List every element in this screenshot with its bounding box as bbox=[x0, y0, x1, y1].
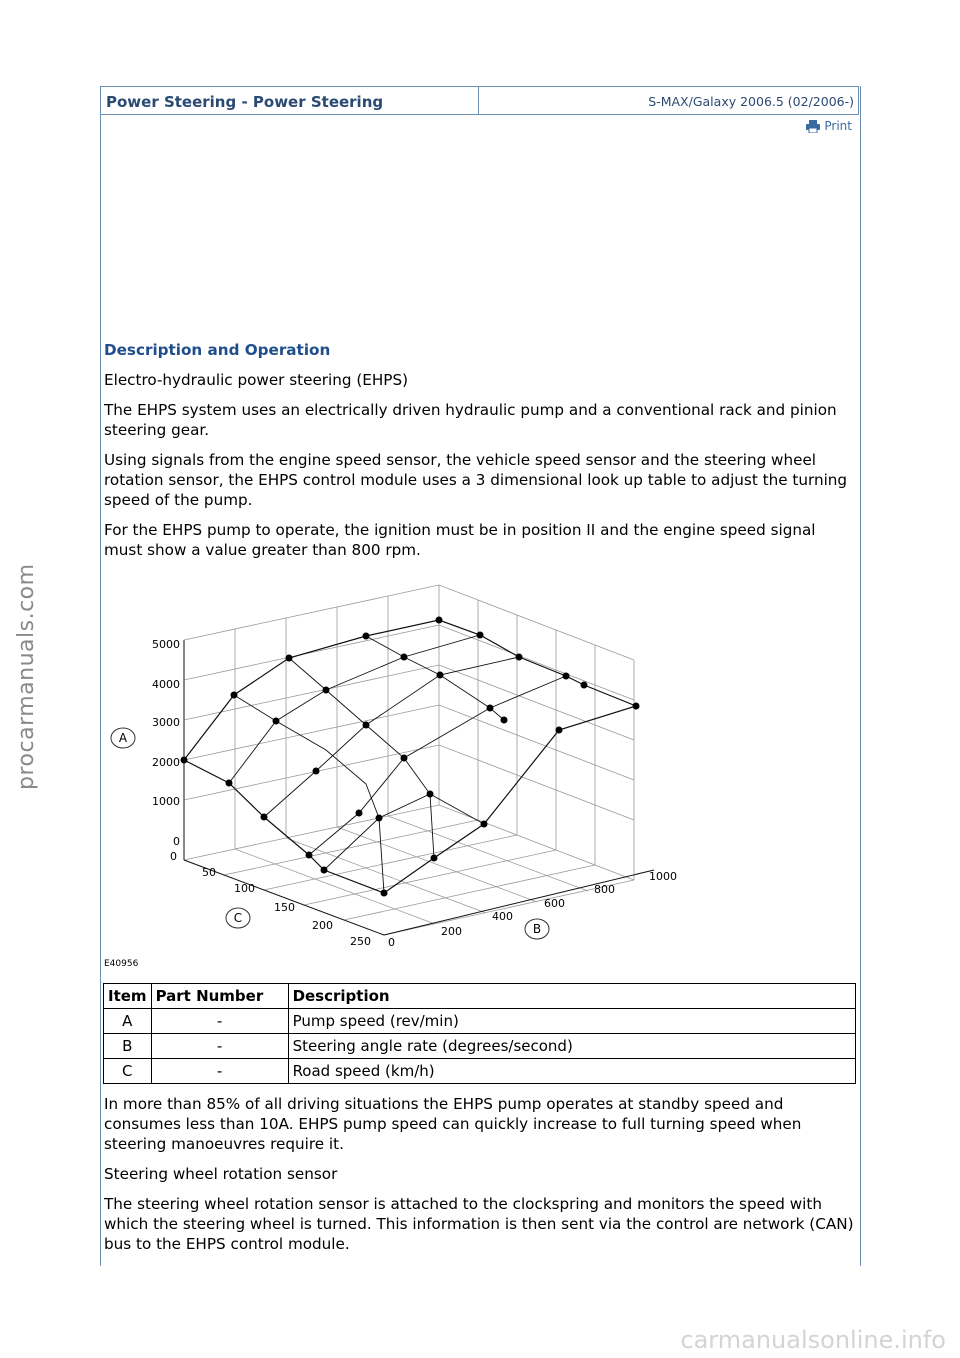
row-desc: Road speed (km/h) bbox=[288, 1059, 855, 1084]
rate-tick: 400 bbox=[492, 910, 513, 923]
rate-tick: 1000 bbox=[649, 870, 677, 883]
pump-tick: 4000 bbox=[152, 678, 180, 691]
col-header-part-number: Part Number bbox=[151, 984, 288, 1009]
table-row bbox=[104, 1059, 856, 1084]
callout-c: C bbox=[233, 911, 243, 925]
speed-tick: 150 bbox=[274, 901, 295, 914]
print-label: Print bbox=[824, 119, 852, 133]
side-watermark: procarmanuals.com bbox=[14, 563, 39, 790]
speed-tick: 200 bbox=[312, 919, 333, 932]
col-header-item: Item bbox=[104, 984, 152, 1009]
pump-tick: 5000 bbox=[152, 638, 180, 651]
paragraph: For the EHPS pump to operate, the ignition must be in position II and the engine speed signal must show a value greater than 800 rpm. bbox=[104, 521, 816, 559]
figure-reference: E40956 bbox=[104, 959, 139, 969]
item-table bbox=[103, 983, 856, 1084]
model-label: S-MAX/Galaxy 2006.5 (02/2006-) bbox=[648, 94, 854, 109]
row-item: B bbox=[104, 1034, 152, 1059]
page-header bbox=[100, 86, 859, 115]
ehps-lookup-diagram bbox=[104, 580, 684, 970]
printer-icon bbox=[806, 120, 820, 133]
col-header-description: Description bbox=[288, 984, 855, 1009]
section-subtitle: Steering wheel rotation sensor bbox=[104, 1165, 338, 1183]
row-part: - bbox=[151, 1034, 288, 1059]
paragraph: In more than 85% of all driving situations the EHPS pump operates at standby speed and consumes less than 10A. EHPS pump speed can quickly increase to full turning speed when steering manoeuvres require it. bbox=[104, 1095, 802, 1153]
speed-tick: 0 bbox=[170, 850, 177, 863]
paragraph: The steering wheel rotation sensor is attached to the clockspring and monitors the speed with which the steering wheel is turned. This information is then sent via the control are network (CAN) bus to the EHPS control module. bbox=[104, 1195, 854, 1253]
pump-tick: 2000 bbox=[152, 756, 180, 769]
row-desc: Steering angle rate (degrees/second) bbox=[288, 1034, 855, 1059]
paragraph: The EHPS system uses an electrically driven hydraulic pump and a conventional rack and pinion steering gear. bbox=[104, 401, 837, 439]
rate-tick: 0 bbox=[388, 936, 395, 949]
callout-a: A bbox=[118, 731, 128, 745]
section-subtitle: Electro-hydraulic power steering (EHPS) bbox=[104, 371, 409, 389]
bottom-watermark: carmanualsonline.info bbox=[680, 1326, 946, 1354]
callout-b: B bbox=[532, 922, 542, 936]
print-button[interactable] bbox=[806, 119, 852, 133]
pump-tick: 3000 bbox=[152, 716, 180, 729]
row-desc: Pump speed (rev/min) bbox=[288, 1009, 855, 1034]
table-row bbox=[104, 1009, 856, 1034]
page-title: Power Steering - Power Steering bbox=[101, 87, 479, 114]
row-part: - bbox=[151, 1059, 288, 1084]
speed-tick: 50 bbox=[202, 866, 216, 879]
pump-tick: 0 bbox=[173, 835, 180, 848]
rate-tick: 200 bbox=[441, 925, 462, 938]
main-content bbox=[104, 340, 849, 570]
row-item: C bbox=[104, 1059, 152, 1084]
row-part: - bbox=[151, 1009, 288, 1034]
speed-tick: 100 bbox=[234, 882, 255, 895]
section-title: Description and Operation bbox=[104, 341, 331, 359]
paragraph: Using signals from the engine speed sensor, the vehicle speed sensor and the steering wheel rotation sensor, the EHPS control module uses a 3 dimensional look up table to adjust the turning speed of the pump. bbox=[104, 451, 848, 509]
pump-tick: 1000 bbox=[152, 795, 180, 808]
speed-tick: 250 bbox=[350, 935, 371, 948]
rate-tick: 800 bbox=[594, 883, 615, 896]
row-item: A bbox=[104, 1009, 152, 1034]
rate-tick: 600 bbox=[544, 897, 565, 910]
continued-content bbox=[104, 1094, 854, 1264]
table-row bbox=[104, 1034, 856, 1059]
